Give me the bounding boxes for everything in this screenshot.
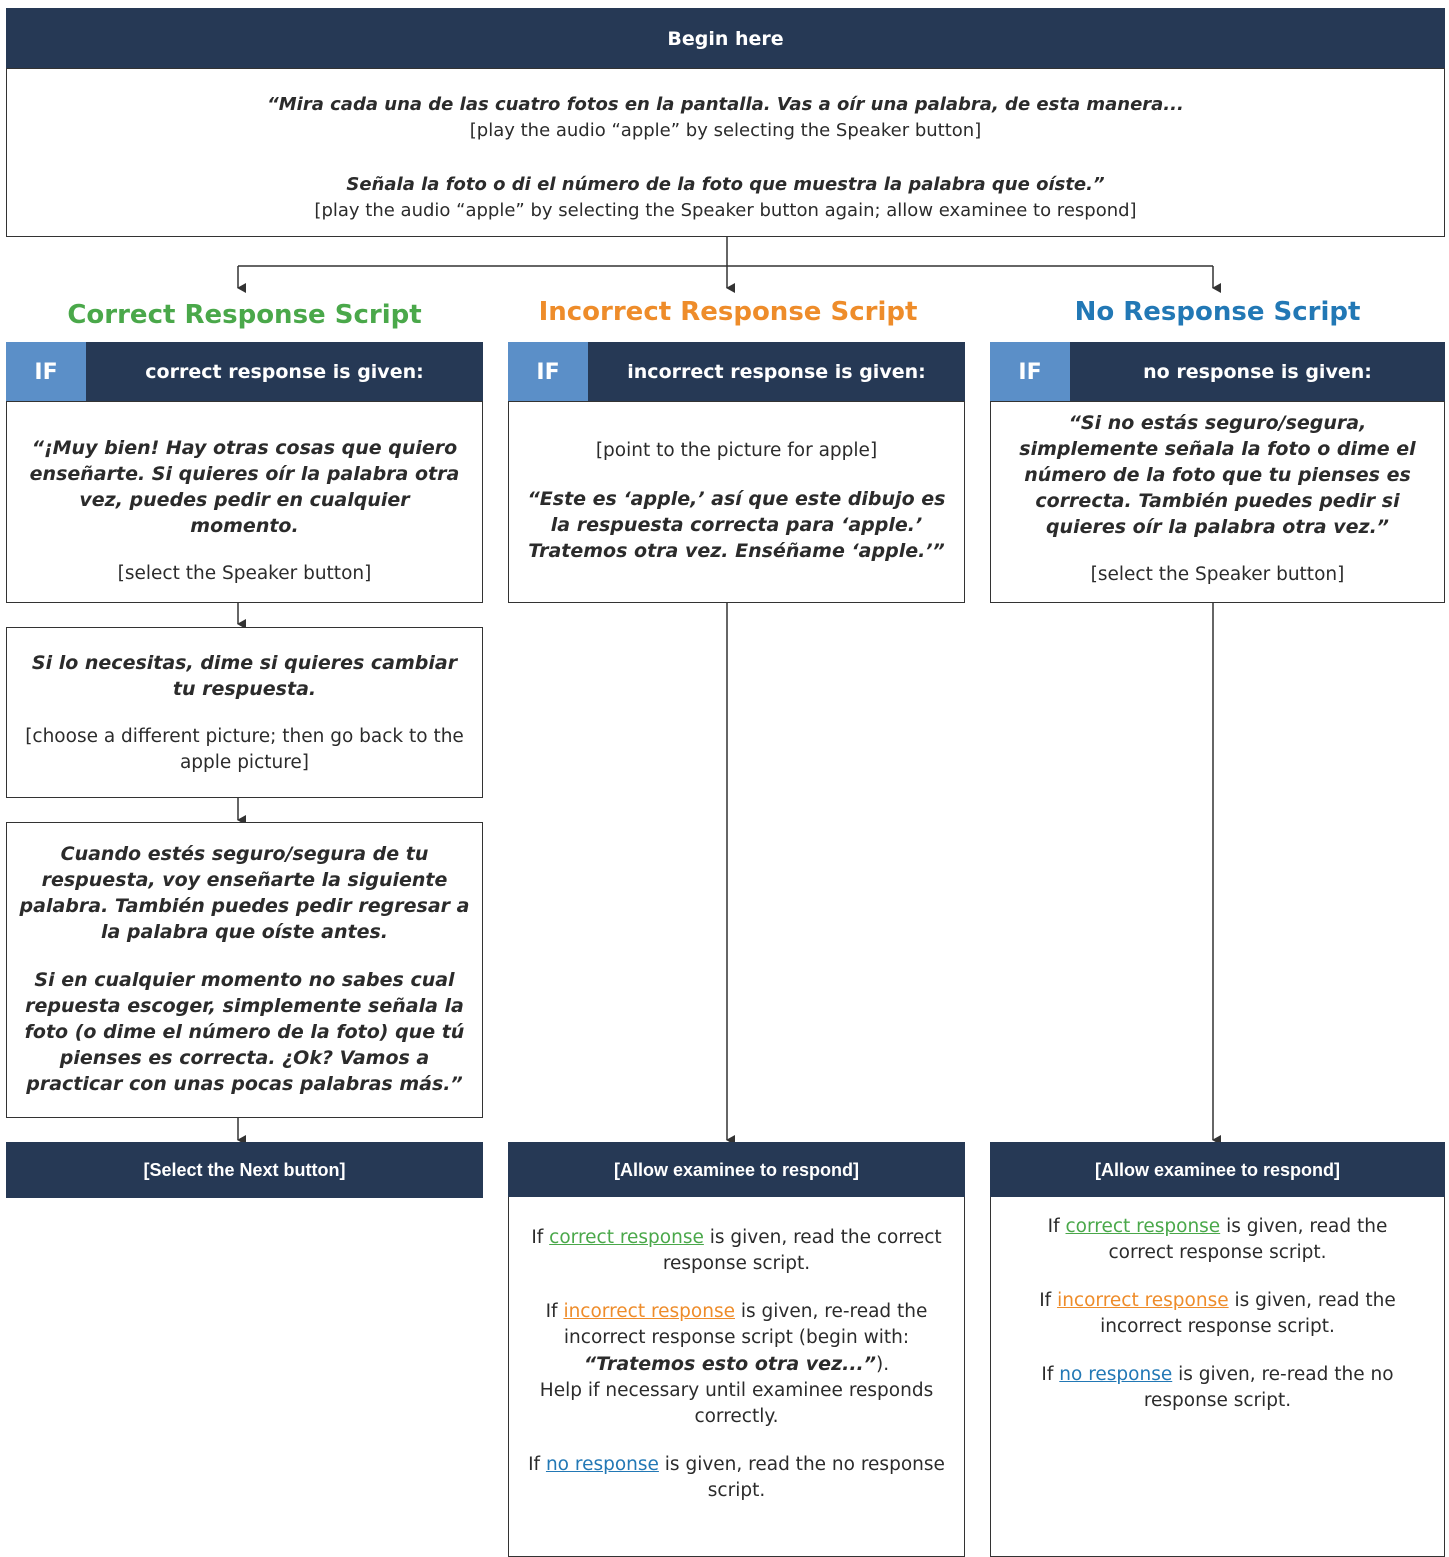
incorrect-if-text: incorrect response is given:: [627, 361, 926, 383]
incorrect-script-box: [508, 401, 965, 603]
no-response-followup-incorrect: If incorrect response is given, read the incorrect response script.: [1039, 1290, 1396, 1337]
next-word-quote: Cuando estés seguro/segura de tu respuesta, voy enseñarte la siguiente palabra. También puedes pedir regresar a la palabra que oíste antes.: [19, 843, 470, 943]
no-response-link[interactable]: no response: [545, 1454, 659, 1475]
incorrect-response-link[interactable]: incorrect response: [563, 1301, 735, 1322]
intro-instructions-box: [6, 68, 1445, 237]
incorrect-response-link[interactable]: incorrect response: [1057, 1290, 1229, 1311]
if-tag: IF: [508, 342, 588, 402]
no-response-link[interactable]: no response: [1059, 1364, 1173, 1385]
incorrect-followup-box: [508, 1197, 965, 1557]
incorrect-allow-respond-bar: [Allow examinee to respond]: [508, 1142, 965, 1198]
intro-line1-quote: “Mira cada una de las cuatro fotos en la pantalla. Vas a oír una palabra, de esta manera...: [267, 94, 1184, 115]
next-word-instructions-box: [6, 822, 483, 1118]
if-tag: IF: [6, 342, 86, 402]
intro-line2-direction: [play the audio “apple” by selecting the Speaker button again; allow examinee to respond]: [314, 200, 1137, 221]
correct-response-title: Correct Response Script: [67, 300, 422, 330]
correct-script-box: [6, 401, 483, 603]
no-response-followup-box: [990, 1197, 1445, 1557]
practice-quote: Si en cualquier momento no sabes cual repuesta escoger, simplemente señala la foto (o dime el número de la foto) que tú pienses es correcta. ¿Ok? Vamos a practicar con unas pocas palabras más.”: [24, 969, 465, 1095]
no-response-allow-respond-bar: [Allow examinee to respond]: [990, 1142, 1445, 1198]
incorrect-correction-quote: “Este es ‘apple,’ así que este dibujo es la respuesta correcta para ‘apple.’ Tratemos otra vez. Enséñame ‘apple.’”: [527, 488, 946, 562]
intro-line1-direction: [play the audio “apple” by selecting the Speaker button]: [469, 120, 982, 141]
change-answer-direction: [choose a different picture; then go back to the apple picture]: [25, 726, 464, 773]
no-response-followup-no-response: If no response is given, re-read the no response script.: [1041, 1364, 1394, 1411]
select-next-button-bar: [Select the Next button]: [6, 1142, 483, 1198]
incorrect-followup-no-response: If no response is given, read the no response script.: [528, 1454, 945, 1501]
incorrect-response-title: Incorrect Response Script: [538, 297, 918, 327]
no-response-followup-correct: If correct response is given, read the correct response script.: [1047, 1216, 1388, 1263]
no-response-if-header: [990, 342, 1445, 402]
no-response-title: No Response Script: [1074, 297, 1361, 327]
correct-response-link[interactable]: correct response: [549, 1227, 704, 1248]
incorrect-followup-incorrect: If incorrect response is given, re-read the incorrect response script (begin with: “Tratemos esto otra vez...”). Help if necessary until examinee responds correctly.: [539, 1301, 934, 1427]
change-answer-quote: Si lo necesitas, dime si quieres cambiar tu respuesta.: [31, 652, 458, 700]
intro-line2-quote: Señala la foto o di el número de la foto que muestra la palabra que oíste.”: [346, 174, 1105, 195]
no-response-if-text: no response is given:: [1143, 361, 1372, 383]
correct-if-header: [6, 342, 483, 402]
incorrect-point-direction: [point to the picture for apple]: [595, 440, 878, 461]
no-response-speaker-direction: [select the Speaker button]: [1090, 564, 1345, 585]
incorrect-followup-correct: If correct response is given, read the correct response script.: [531, 1227, 942, 1274]
correct-speaker-direction: [select the Speaker button]: [117, 563, 372, 584]
incorrect-if-header: [508, 342, 965, 402]
change-answer-box: [6, 627, 483, 798]
no-response-script-box: [990, 401, 1445, 603]
correct-if-text: correct response is given:: [145, 361, 424, 383]
begin-here-header: Begin here: [6, 8, 1445, 69]
if-tag: IF: [990, 342, 1070, 402]
correct-praise-quote: “¡Muy bien! Hay otras cosas que quiero enseñarte. Si quieres oír la palabra otra vez, puedes pedir en cualquier momento.: [29, 437, 460, 537]
no-response-encouragement-quote: “Si no estás seguro/segura, simplemente señala la foto o dime el número de la foto que tu pienses es correcta. También puedes pedir si quieres oír la palabra otra vez.”: [1019, 412, 1416, 538]
correct-response-link[interactable]: correct response: [1065, 1216, 1221, 1237]
